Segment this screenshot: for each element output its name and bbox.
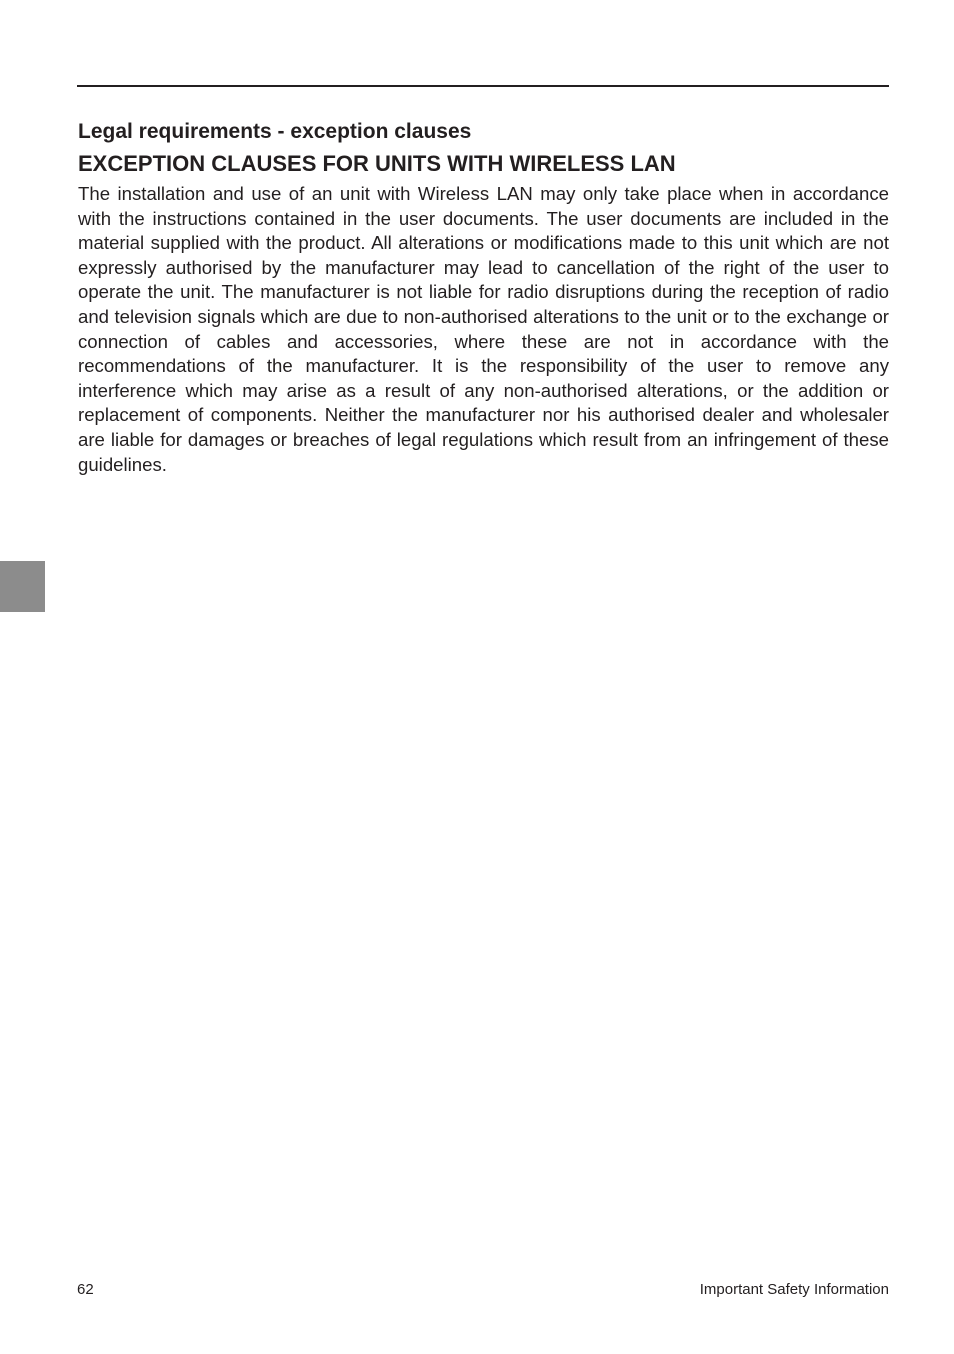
top-divider-rule	[77, 85, 889, 87]
page-number: 62	[77, 1281, 94, 1298]
body-paragraph: The installation and use of an unit with Wireless LAN may only take place when in accordance with the instructions contained in the user documents. The user documents are included in the material supplied with the product. All alterations or modifications made to this unit which are not expressly authorised by the manufacturer may lead to cancellation of the right of the user to operate the unit. The manufacturer is not liable for radio disruptions during the reception of radio and television signals which are due to non-authorised alterations to the unit or to the exchange or connection of cables and accessories, where these are not in accordance with the recommendations of the manufacturer. It is the responsibility of the user to remove any interference which may arise as a result of any non-authorised alterations, or the addition or replacement of components. Neither the manufacturer nor his authorised dealer and wholesaler are liable for damages or breaches of legal regulations which result from an infringement of these guidelines.	[78, 183, 889, 475]
chapter-side-tab	[0, 561, 45, 612]
subsection-heading: EXCEPTION CLAUSES FOR UNITS WITH WIRELESS LAN	[78, 151, 676, 176]
section-heading: Legal requirements - exception clauses	[78, 120, 472, 143]
running-footer: Important Safety Information	[699, 1281, 889, 1298]
